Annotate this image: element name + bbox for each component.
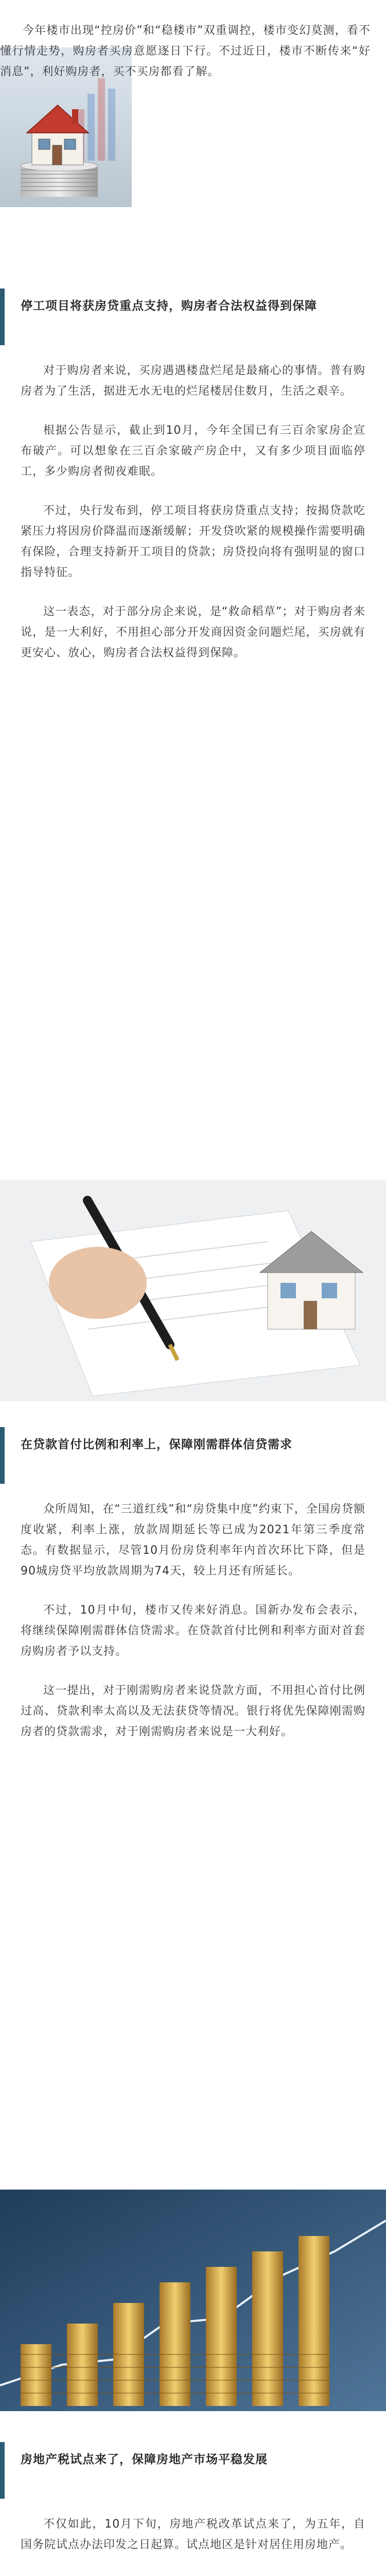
paragraph: 不仅如此，10月下旬，房地产税改革试点来了，为五年，自国务院试点办法印发之日起算。试点地区是针对居住用房地产。: [21, 2518, 365, 2551]
paragraph: 不过，央行发布到，停工项目将获房贷重点支持；按揭贷款吃紧压力将因房价降温而逐渐缓解；开发贷吹紧的规模操作需要明确有保险，合理支持新开工项目的贷款；房贷投向将有强明显的窗口指导特征。: [21, 504, 365, 579]
section-title: 停工项目将获房贷重点支持，购房者合法权益得到保障: [21, 299, 317, 313]
paragraph: 这一提出，对于刚需购房者来说贷款方面，不用担心首付比例过高、贷款利率太高以及无法获贷等情况。银行将优先保障刚需购房者的贷款需求，对于刚需购房者来说是一大利好。: [21, 1684, 365, 1738]
section-1-body: [21, 361, 365, 664]
heading-accent-bar: [0, 289, 5, 345]
blueprint-pen-house-image: [0, 1180, 386, 1401]
section-heading-2: [0, 1427, 386, 1484]
paragraph: 众所周知，在“三道红线”和“房贷集中度”约束下，全国房贷额度收紧，利率上涨，放款周期延长等已成为2021年第三季度常态。有数据显示，尽管10月份房贷利率年内首次环比下降，但是90城房贷平均放款周期为74天，较上月还有所延长。: [21, 1503, 365, 1578]
intro-text: [0, 21, 371, 82]
paragraph: 不过，10月中旬，楼市又传来好消息。国新办发布会表示，将继续保障刚需群体信贷需求。在贷款首付比例和利率方面对首套房购房者予以支持。: [21, 1604, 365, 1658]
paragraph: [21, 2574, 365, 2576]
paragraph: 根据公告显示，截止到10月，今年全国已有三百余家房企宣布破产。可以想象在三百余家破产房企中，又有多少项目面临停工，多少购房者彻夜难眠。: [21, 424, 365, 478]
heading-accent-bar: [0, 2442, 5, 2499]
intro-section: [0, 0, 386, 289]
section-title: 房地产税试点来了，保障房地产市场平稳发展: [21, 2453, 268, 2466]
intro-paragraph: 今年楼市出现“控房价”和“稳楼市”双重调控，楼市变幻莫测，看不懂行情走势，购房者买房意愿逐日下行。不过近日，楼市不断传来“好消息”，利好购房者，买不买房都看了解。: [0, 24, 371, 78]
section-3-body: [21, 2514, 365, 2576]
coins-chart-image: [0, 2190, 386, 2411]
section-heading-1: [0, 289, 386, 345]
section-2-body: [21, 1499, 365, 1742]
paragraph: 这一表态，对于部分房企来说，是“救命稻草”；对于购房者来说，是一大利好，不用担心部分开发商因资金问题烂尾，买房就有更安心、放心，购房者合法权益得到保障。: [21, 605, 365, 659]
heading-accent-bar: [0, 1427, 5, 1484]
section-title: 在贷款首付比例和利率上，保障刚需群体信贷需求: [21, 1438, 292, 1451]
paragraph: 对于购房者来说，买房遇遇楼盘烂尾是最痛心的事情。普有购房者为了生活，据进无水无电的烂尾楼居住数月，生活之艰辛。: [21, 364, 365, 398]
section-heading-3: [0, 2442, 386, 2499]
